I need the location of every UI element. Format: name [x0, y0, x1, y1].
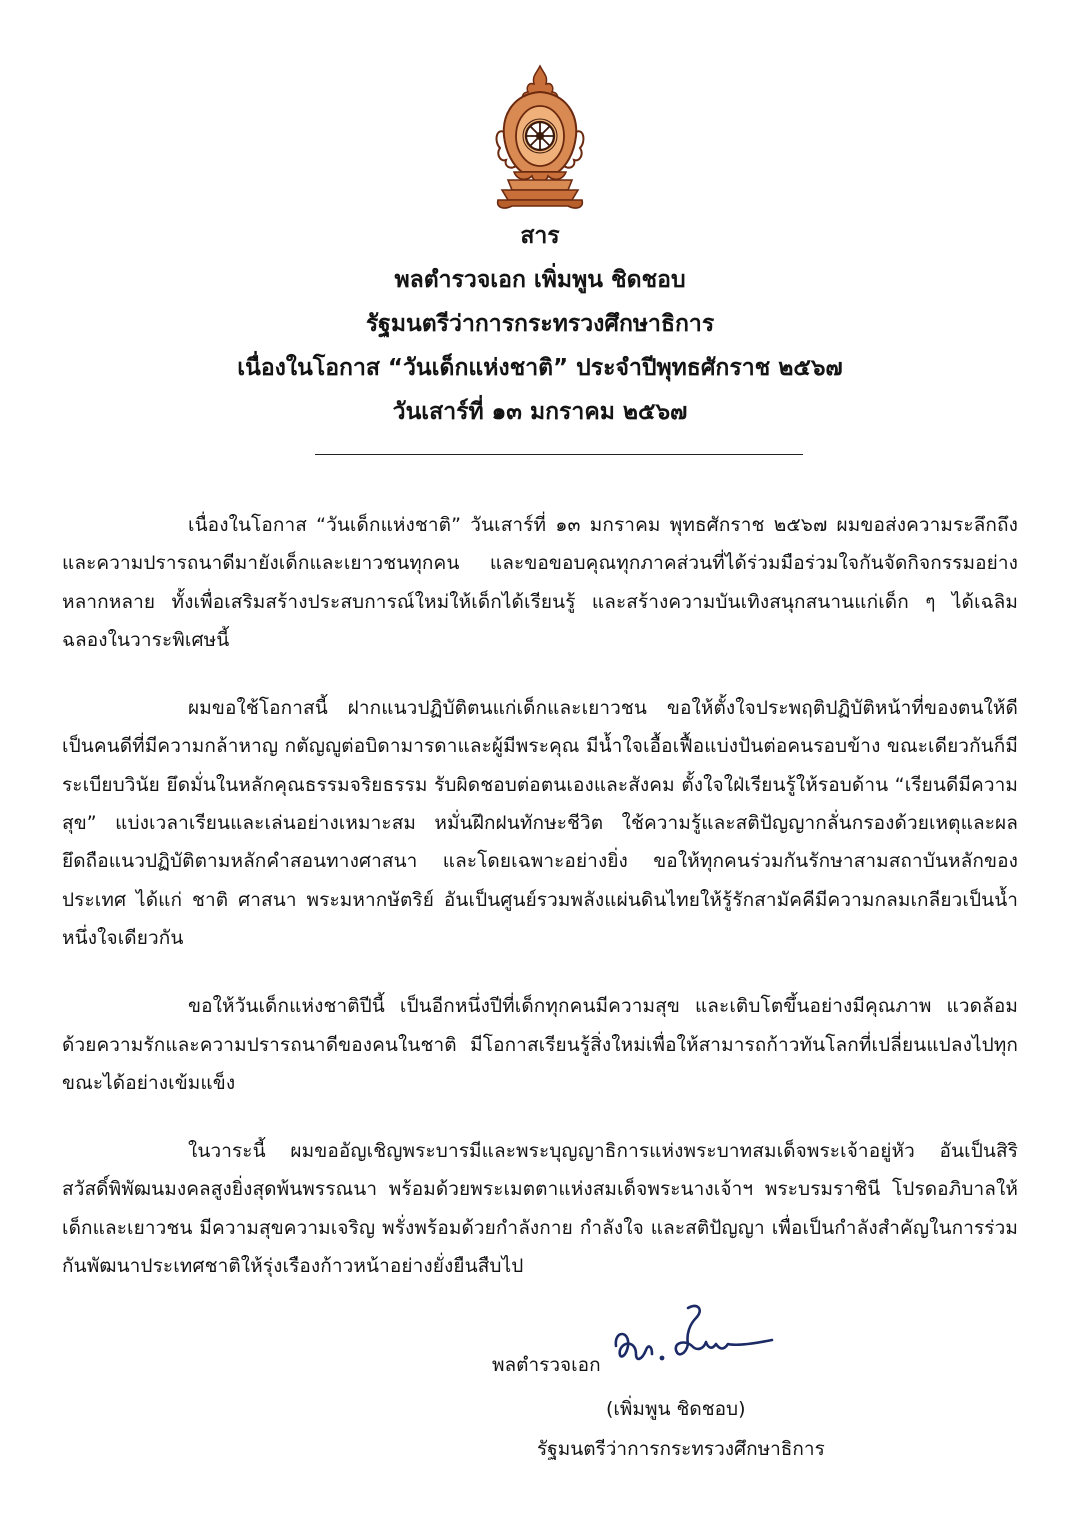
header-line-message: สาร [520, 223, 560, 249]
ministry-of-education-emblem-icon [492, 62, 588, 212]
paragraph-4: ในวาระนี้ ผมขออัญเชิญพระบารมีและพระบุญญาธิการแห่งพระบาทสมเด็จพระเจ้าอยู่หัว อันเป็นสิริสวัสดิ์พิพัฒนมงคลสูงยิ่งสุดพ้นพรรณนา พร้อมด้วยพระเมตตาแห่งสมเด็จพระนางเจ้าฯ พระบรมราชินี โปรดอภิบาลให้เด็กและเยาวชน มีความสุขความเจริญ พรั่งพร้อมด้วยกำลังกาย กำลังใจ และสติปัญญา เพื่อเป็นกำลังสำคัญในการร่วมกันพัฒนาประเทศชาติให้รุ่งเรืองก้าวหน้าอย่างยั่งยืนสืบไป [62, 1140, 1018, 1278]
header-line-occasion: เนื่องในโอกาส “วันเด็กแห่งชาติ” ประจำปีพุทธศักราช ๒๕๖๗ [237, 355, 843, 381]
header-line-position: รัฐมนตรีว่าการกระทรวงศึกษาธิการ [365, 311, 715, 337]
signature-block [0, 1342, 1080, 1472]
header-line-sender: พลตำรวจเอก เพิ่มพูน ชิดชอบ [394, 267, 686, 293]
letter-header [0, 214, 1080, 434]
letter-body [62, 506, 1018, 1315]
paragraph-1: เนื่องในโอกาส “วันเด็กแห่งชาติ” วันเสาร์ที่ ๑๓ มกราคม พุทธศักราช ๒๕๖๗ ผมขอส่งความระลึกถึงและความปรารถนาดีมายังเด็กและเยาวชนทุกคน และขอขอบคุณทุกภาคส่วนที่ได้ร่วมมือร่วมใจกันจัดกิจกรรมอย่างหลากหลาย ทั้งเพื่อเสริมสร้างประสบการณ์ใหม่ให้เด็กได้เรียนรู้ และสร้างความบันเทิงสนุกสนานแก่เด็ก ๆ ได้เฉลิมฉลองในวาระพิเศษนี้ [62, 514, 1018, 651]
signature-rank: พลตำรวจเอก [492, 1354, 601, 1376]
header-line-date: วันเสาร์ที่ ๑๓ มกราคม ๒๕๖๗ [392, 399, 688, 425]
header-divider [315, 454, 803, 455]
paragraph-2: ผมขอใช้โอกาสนี้ ฝากแนวปฏิบัติตนแก่เด็กและเยาวชน ขอให้ตั้งใจประพฤติปฏิบัติหน้าที่ของตนให้ดีเป็นคนดีที่มีความกล้าหาญ กตัญญูต่อบิดามารดาและผู้มีพระคุณ มีน้ำใจเอื้อเฟื้อแบ่งปันต่อคนรอบข้าง ขณะเดียวกันก็มีระเบียบวินัย ยึดมั่นในหลักคุณธรรมจริยธรรม รับผิดชอบต่อตนเองและสังคม ตั้งใจใฝ่เรียนรู้ให้รอบด้าน “เรียนดีมีความสุข” แบ่งเวลาเรียนและเล่นอย่างเหมาะสม หมั่นฝึกฝนทักษะชีวิต ใช้ความรู้และสติปัญญากลั่นกรองด้วยเหตุและผล ยึดถือแนวปฏิบัติตามหลักคำสอนทางศาสนา และโดยเฉพาะอย่างยิ่ง ขอให้ทุกคนร่วมกันรักษาสามสถาบันหลักของประเทศ ได้แก่ ชาติ ศาสนา พระมหากษัตริย์ อันเป็นศูนย์รวมพลังแผ่นดินไทยให้รู้รักสามัคคีมีความกลมเกลียวเป็นน้ำหนึ่งใจเดียวกัน [62, 697, 1018, 949]
handwritten-signature [606, 1300, 778, 1386]
paragraph-3: ขอให้วันเด็กแห่งชาติปีนี้ เป็นอีกหนึ่งปีที่เด็กทุกคนมีความสุข และเติบโตขึ้นอย่างมีคุณภาพ แวดล้อมด้วยความรักและความปรารถนาดีของคนในชาติ มีโอกาสเรียนรู้สิ่งใหม่เพื่อให้สามารถก้าวทันโลกที่เปลี่ยนแปลงไปทุกขณะได้อย่างเข้มแข็ง [62, 995, 1018, 1094]
signature-title: รัฐมนตรีว่าการกระทรวงศึกษาธิการ [537, 1438, 825, 1460]
signature-name: (เพิ่มพูน ชิดชอบ) [606, 1398, 746, 1420]
